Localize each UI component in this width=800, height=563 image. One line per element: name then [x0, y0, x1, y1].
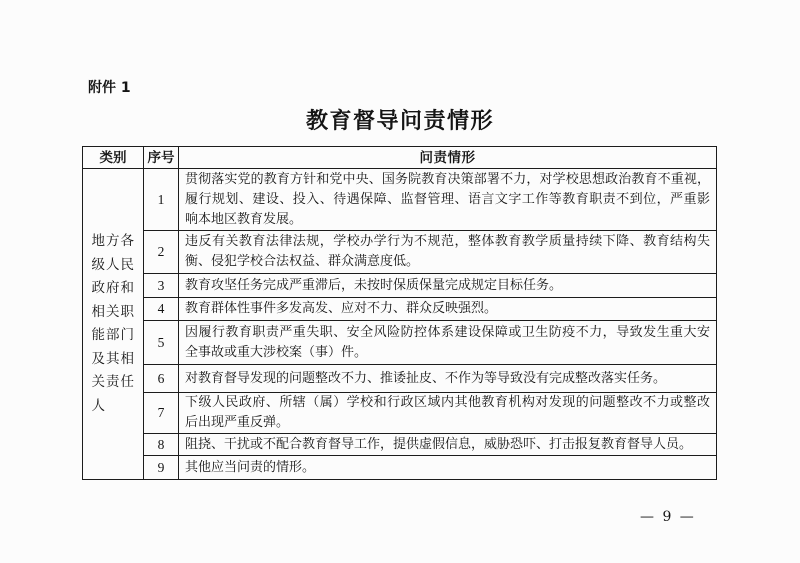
- category-cell: [83, 169, 144, 480]
- description-line: 对教育督导发现的问题整改不力、推诿扯皮、不作为等导致没有完成整改落实任务。: [185, 370, 667, 386]
- description-line: 衡、侵犯学校合法权益、群众满意度低。: [185, 254, 420, 269]
- table-row-7: [83, 393, 717, 434]
- description-line: 教育攻坚任务完成严重滞后，未按时保质保量完成规定目标任务。: [185, 277, 563, 293]
- description-line: 后出现严重反弹。: [185, 415, 290, 430]
- header-number: 序号: [144, 147, 179, 169]
- description-line: 阻挠、干扰或不配合教育督导工作，提供虚假信息，威胁恐吓、打击报复教育督导人员。: [185, 436, 693, 452]
- row-number: 3: [144, 274, 179, 298]
- row-description: [179, 393, 717, 434]
- header-category: 类别: [83, 147, 144, 169]
- page-number: — 9 —: [640, 509, 696, 525]
- row-number: 9: [144, 456, 179, 480]
- table-row-1: [83, 169, 717, 231]
- description-line: 响本地区教育发展。: [185, 211, 303, 227]
- table-row-5: [83, 321, 717, 365]
- table-row-3: [83, 274, 717, 298]
- row-description: [179, 231, 717, 274]
- accountability-table: [82, 146, 717, 480]
- document-title: 教育督导问责情形: [305, 108, 494, 134]
- description-line: 下级人民政府、所辖（属）学校和行政区域内其他教育机构对发现的问题整改不力或整改: [185, 395, 710, 410]
- header-description: 问责情形: [179, 147, 717, 169]
- description-line: 全事故或重大涉校案（事）件。: [185, 344, 368, 360]
- row-number: 5: [144, 321, 179, 365]
- description-line: 贯彻落实党的教育方针和党中央、国务院教育决策部署不力，对学校思想政治教育不重视，: [185, 171, 710, 187]
- row-description: [179, 274, 717, 298]
- row-number: 6: [144, 365, 179, 393]
- category-label: 地方各级人民政府和相关职能部门及其相关责任人: [91, 233, 135, 414]
- table-row-6: [83, 365, 717, 393]
- table-row-9: [83, 456, 717, 480]
- description-line: 教育群体性事件多发高发、应对不力、群众反映强烈。: [185, 301, 498, 316]
- table-row-2: [83, 231, 717, 274]
- row-description: [179, 298, 717, 321]
- description-line: 其他应当问责的情形。: [185, 459, 316, 475]
- row-number: 4: [144, 298, 179, 321]
- table-row-4: [83, 298, 717, 321]
- row-number: 8: [144, 434, 179, 456]
- row-number: 1: [144, 169, 179, 231]
- row-description: [179, 365, 717, 393]
- row-description: [179, 321, 717, 365]
- row-description: [179, 434, 717, 456]
- description-line: 违反有关教育法律法规，学校办学行为不规范，整体教育教学质量持续下降、教育结构失: [185, 234, 710, 249]
- description-line: 因履行教育职责严重失职、安全风险防控体系建设保障或卫生防疫不力，导致发生重大安: [185, 324, 710, 340]
- row-description: [179, 169, 717, 231]
- table-header-row: [83, 147, 717, 169]
- row-number: 2: [144, 231, 179, 274]
- row-number: 7: [144, 393, 179, 434]
- row-description: [179, 456, 717, 480]
- attachment-label: 附件 1: [88, 80, 131, 96]
- table-row-8: [83, 434, 717, 456]
- description-line: 履行规划、建设、投入、待遇保障、监督管理、语言文字工作等教育职责不到位，严重影: [185, 191, 710, 207]
